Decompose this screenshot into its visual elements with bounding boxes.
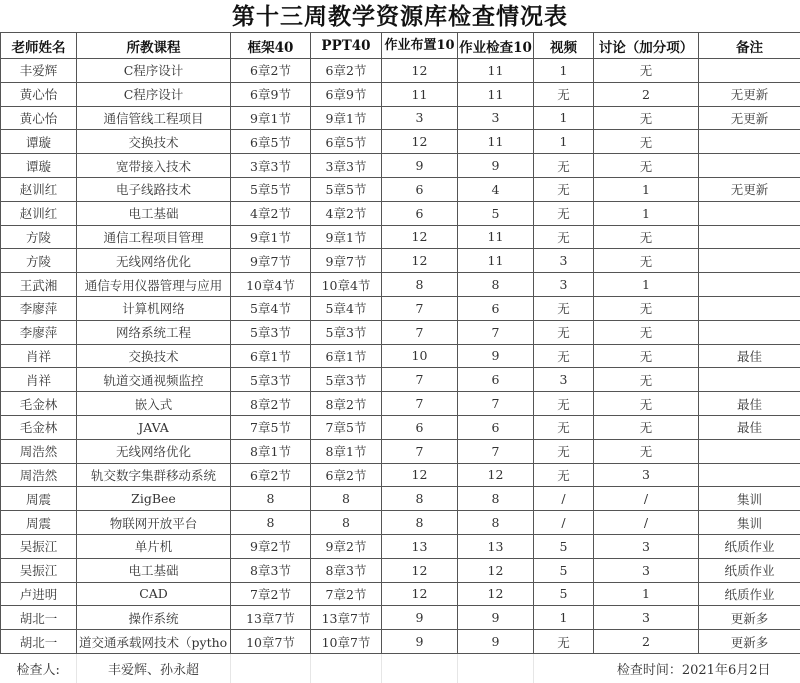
cell-hw-assigned: 12 [382,130,458,154]
cell-note [699,320,800,344]
cell-discussion: / [594,487,699,511]
cell-video: 3 [534,273,594,297]
cell-hw-checked: 7 [458,392,534,416]
check-time: 检查时间：2021年6月2日 [534,653,800,683]
table-row [1,463,800,487]
cell-course: 电工基础 [77,201,231,225]
cell-discussion: 1 [594,582,699,606]
cell-framework: 9章2节 [231,534,311,558]
table-row [1,106,800,130]
col-header-framework: 框架40 [231,33,311,59]
cell-discussion: 无 [594,344,699,368]
cell-note [699,130,800,154]
cell-framework: 5章4节 [231,296,311,320]
cell-hw-checked: 9 [458,344,534,368]
cell-note [699,225,800,249]
cell-discussion: 无 [594,296,699,320]
cell-hw-checked: 6 [458,415,534,439]
cell-framework: 8 [231,487,311,511]
footer-empty [458,653,534,683]
cell-teacher: 王武湘 [1,273,77,297]
cell-hw-checked: 7 [458,320,534,344]
cell-discussion: 无 [594,130,699,154]
cell-hw-assigned: 10 [382,344,458,368]
cell-hw-checked: 9 [458,606,534,630]
cell-note [699,59,800,83]
cell-ppt: 8 [311,511,382,535]
cell-note: 无更新 [699,106,800,130]
cell-discussion: 3 [594,606,699,630]
cell-hw-checked: 9 [458,630,534,654]
cell-discussion: 3 [594,463,699,487]
cell-discussion: 无 [594,225,699,249]
cell-teacher: 丰爱辉 [1,59,77,83]
cell-hw-assigned: 8 [382,487,458,511]
cell-hw-assigned: 9 [382,606,458,630]
cell-note: 纸质作业 [699,534,800,558]
cell-note: 纸质作业 [699,582,800,606]
cell-course: 计算机网络 [77,296,231,320]
cell-course: 轨交数字集群移动系统 [77,463,231,487]
cell-hw-assigned: 9 [382,154,458,178]
cell-video: 无 [534,82,594,106]
cell-framework: 6章2节 [231,59,311,83]
cell-hw-checked: 6 [458,368,534,392]
cell-note [699,201,800,225]
cell-discussion: 2 [594,630,699,654]
cell-hw-checked: 8 [458,487,534,511]
cell-teacher: 毛金林 [1,415,77,439]
cell-hw-assigned: 12 [382,249,458,273]
cell-video: 无 [534,177,594,201]
cell-teacher: 胡北一 [1,630,77,654]
col-header-hw-checked: 作业检查10 [458,33,534,59]
table-row [1,582,800,606]
cell-ppt: 10章7节 [311,630,382,654]
cell-ppt: 7章5节 [311,415,382,439]
col-header-discussion: 讨论（加分项） [594,33,699,59]
cell-ppt: 8 [311,487,382,511]
table-row [1,201,800,225]
cell-ppt: 6章2节 [311,59,382,83]
table-row [1,487,800,511]
table-row [1,392,800,416]
cell-video: 5 [534,558,594,582]
cell-teacher: 赵训红 [1,177,77,201]
cell-framework: 6章5节 [231,130,311,154]
cell-course: 网络系统工程 [77,320,231,344]
cell-ppt: 13章7节 [311,606,382,630]
cell-framework: 10章4节 [231,273,311,297]
cell-hw-assigned: 3 [382,106,458,130]
cell-framework: 4章2节 [231,201,311,225]
cell-course: 操作系统 [77,606,231,630]
cell-ppt: 6章2节 [311,463,382,487]
table-row [1,630,800,654]
cell-hw-assigned: 7 [382,320,458,344]
cell-framework: 8章3节 [231,558,311,582]
table-row [1,296,800,320]
table-row [1,249,800,273]
cell-video: 无 [534,630,594,654]
cell-hw-assigned: 7 [382,392,458,416]
cell-video: 无 [534,225,594,249]
cell-note: 更新多 [699,606,800,630]
cell-teacher: 黄心怡 [1,106,77,130]
cell-hw-assigned: 6 [382,201,458,225]
cell-note: 无更新 [699,177,800,201]
cell-note: 集训 [699,511,800,535]
cell-teacher: 方陵 [1,249,77,273]
cell-framework: 8 [231,511,311,535]
cell-note: 集训 [699,487,800,511]
cell-hw-checked: 8 [458,511,534,535]
cell-discussion: 无 [594,59,699,83]
cell-video: 无 [534,320,594,344]
cell-discussion: 无 [594,392,699,416]
cell-framework: 5章5节 [231,177,311,201]
cell-hw-assigned: 11 [382,82,458,106]
cell-hw-assigned: 12 [382,463,458,487]
table-row [1,59,800,83]
cell-framework: 5章3节 [231,368,311,392]
cell-note [699,463,800,487]
cell-ppt: 8章3节 [311,558,382,582]
resource-check-table [0,32,800,683]
cell-course: 交换技术 [77,130,231,154]
cell-note [699,368,800,392]
cell-hw-assigned: 7 [382,368,458,392]
cell-discussion: 1 [594,273,699,297]
cell-hw-assigned: 7 [382,439,458,463]
footer-empty [231,653,311,683]
cell-discussion: 无 [594,368,699,392]
cell-video: 5 [534,534,594,558]
cell-hw-checked: 8 [458,273,534,297]
cell-teacher: 黄心怡 [1,82,77,106]
cell-discussion: 无 [594,320,699,344]
cell-note [699,296,800,320]
table-row [1,225,800,249]
cell-framework: 7章5节 [231,415,311,439]
col-header-ppt: PPT40 [311,33,382,59]
cell-video: 3 [534,368,594,392]
cell-video: 无 [534,201,594,225]
cell-ppt: 6章1节 [311,344,382,368]
cell-course: 轨道交通视频监控 [77,368,231,392]
cell-teacher: 谭璇 [1,130,77,154]
cell-teacher: 方陵 [1,225,77,249]
cell-ppt: 9章2节 [311,534,382,558]
cell-hw-checked: 12 [458,582,534,606]
cell-hw-checked: 11 [458,130,534,154]
cell-discussion: 无 [594,154,699,178]
cell-teacher: 周震 [1,487,77,511]
cell-note [699,154,800,178]
cell-hw-assigned: 6 [382,415,458,439]
cell-hw-checked: 7 [458,439,534,463]
cell-discussion: 3 [594,534,699,558]
cell-hw-checked: 4 [458,177,534,201]
cell-ppt: 5章3节 [311,320,382,344]
table-row [1,368,800,392]
cell-discussion: 1 [594,201,699,225]
cell-note [699,249,800,273]
cell-discussion: 2 [594,82,699,106]
cell-discussion: 无 [594,415,699,439]
cell-framework: 5章3节 [231,320,311,344]
cell-note: 最佳 [699,415,800,439]
table-row [1,558,800,582]
table-row [1,82,800,106]
cell-course: JAVA [77,415,231,439]
cell-framework: 7章2节 [231,582,311,606]
cell-discussion: / [594,511,699,535]
cell-ppt: 3章3节 [311,154,382,178]
cell-course: 道交通承载网技术（pytho [77,630,231,654]
cell-ppt: 9章1节 [311,106,382,130]
cell-note [699,439,800,463]
cell-video: 无 [534,439,594,463]
cell-hw-assigned: 12 [382,225,458,249]
cell-ppt: 7章2节 [311,582,382,606]
cell-course: 宽带接入技术 [77,154,231,178]
cell-hw-checked: 5 [458,201,534,225]
cell-course: 交换技术 [77,344,231,368]
table-row [1,177,800,201]
cell-hw-assigned: 7 [382,296,458,320]
cell-note: 纸质作业 [699,558,800,582]
cell-framework: 10章7节 [231,630,311,654]
cell-framework: 9章7节 [231,249,311,273]
cell-teacher: 肖祥 [1,368,77,392]
cell-hw-assigned: 9 [382,630,458,654]
cell-hw-assigned: 6 [382,177,458,201]
cell-teacher: 卢进明 [1,582,77,606]
cell-ppt: 5章5节 [311,177,382,201]
header-row [1,33,800,59]
cell-teacher: 谭璇 [1,154,77,178]
cell-ppt: 10章4节 [311,273,382,297]
cell-video: 无 [534,296,594,320]
cell-framework: 9章1节 [231,106,311,130]
cell-teacher: 赵训红 [1,201,77,225]
cell-ppt: 5章4节 [311,296,382,320]
cell-hw-assigned: 12 [382,558,458,582]
cell-hw-checked: 13 [458,534,534,558]
table-row [1,415,800,439]
table-row [1,439,800,463]
cell-hw-assigned: 8 [382,511,458,535]
footer-row [1,653,800,683]
cell-discussion: 1 [594,177,699,201]
page-title: 第十三周教学资源库检查情况表 [0,2,800,32]
cell-ppt: 8章2节 [311,392,382,416]
cell-course: CAD [77,582,231,606]
col-header-hw-assigned: 作业布置10 [382,33,458,59]
cell-note [699,273,800,297]
table-row [1,320,800,344]
cell-teacher: 李廖萍 [1,320,77,344]
col-header-video: 视频 [534,33,594,59]
cell-course: C程序设计 [77,82,231,106]
cell-course: C程序设计 [77,59,231,83]
cell-course: 物联网开放平台 [77,511,231,535]
cell-discussion: 无 [594,106,699,130]
cell-video: 无 [534,344,594,368]
cell-note: 更新多 [699,630,800,654]
cell-course: ZigBee [77,487,231,511]
inspector-names: 丰爱辉、孙永超 [77,653,231,683]
table-row [1,130,800,154]
cell-hw-checked: 11 [458,59,534,83]
cell-course: 嵌入式 [77,392,231,416]
cell-course: 单片机 [77,534,231,558]
col-header-course: 所教课程 [77,33,231,59]
cell-framework: 9章1节 [231,225,311,249]
cell-video: 1 [534,59,594,83]
cell-video: 5 [534,582,594,606]
cell-video: 无 [534,463,594,487]
cell-framework: 8章1节 [231,439,311,463]
cell-teacher: 肖祥 [1,344,77,368]
cell-teacher: 李廖萍 [1,296,77,320]
cell-framework: 6章9节 [231,82,311,106]
cell-framework: 13章7节 [231,606,311,630]
footer-empty [382,653,458,683]
cell-video: / [534,511,594,535]
cell-framework: 3章3节 [231,154,311,178]
cell-teacher: 周震 [1,511,77,535]
cell-teacher: 吴振江 [1,534,77,558]
cell-hw-checked: 11 [458,249,534,273]
cell-hw-assigned: 12 [382,582,458,606]
cell-ppt: 6章9节 [311,82,382,106]
cell-course: 通信工程项目管理 [77,225,231,249]
cell-teacher: 毛金林 [1,392,77,416]
footer-empty [311,653,382,683]
table-row [1,511,800,535]
cell-ppt: 9章1节 [311,225,382,249]
cell-hw-assigned: 13 [382,534,458,558]
cell-course: 电子线路技术 [77,177,231,201]
cell-framework: 8章2节 [231,392,311,416]
cell-video: 1 [534,106,594,130]
cell-video: 3 [534,249,594,273]
table-row [1,534,800,558]
cell-hw-checked: 3 [458,106,534,130]
table-row [1,273,800,297]
cell-discussion: 无 [594,249,699,273]
cell-hw-checked: 11 [458,82,534,106]
cell-note: 最佳 [699,392,800,416]
inspector-label: 检查人: [1,653,77,683]
cell-framework: 6章1节 [231,344,311,368]
cell-teacher: 胡北一 [1,606,77,630]
cell-video: 1 [534,130,594,154]
col-header-note: 备注 [699,33,800,59]
cell-course: 通信管线工程项目 [77,106,231,130]
cell-course: 无线网络优化 [77,439,231,463]
cell-teacher: 吴振江 [1,558,77,582]
cell-discussion: 无 [594,439,699,463]
cell-video: 无 [534,392,594,416]
cell-hw-checked: 12 [458,463,534,487]
cell-video: 无 [534,154,594,178]
cell-ppt: 8章1节 [311,439,382,463]
cell-hw-assigned: 12 [382,59,458,83]
col-header-teacher: 老师姓名 [1,33,77,59]
cell-course: 电工基础 [77,558,231,582]
cell-teacher: 周浩然 [1,463,77,487]
cell-note: 无更新 [699,82,800,106]
cell-hw-checked: 6 [458,296,534,320]
cell-course: 无线网络优化 [77,249,231,273]
cell-teacher: 周浩然 [1,439,77,463]
cell-ppt: 4章2节 [311,201,382,225]
cell-video: 1 [534,606,594,630]
table-row [1,344,800,368]
cell-hw-assigned: 8 [382,273,458,297]
cell-hw-checked: 12 [458,558,534,582]
table-row [1,606,800,630]
cell-ppt: 6章5节 [311,130,382,154]
cell-video: / [534,487,594,511]
cell-ppt: 9章7节 [311,249,382,273]
cell-framework: 6章2节 [231,463,311,487]
cell-ppt: 5章3节 [311,368,382,392]
table-row [1,154,800,178]
cell-note: 最佳 [699,344,800,368]
cell-discussion: 3 [594,558,699,582]
cell-video: 无 [534,415,594,439]
cell-course: 通信专用仪器管理与应用 [77,273,231,297]
cell-hw-checked: 11 [458,225,534,249]
cell-hw-checked: 9 [458,154,534,178]
